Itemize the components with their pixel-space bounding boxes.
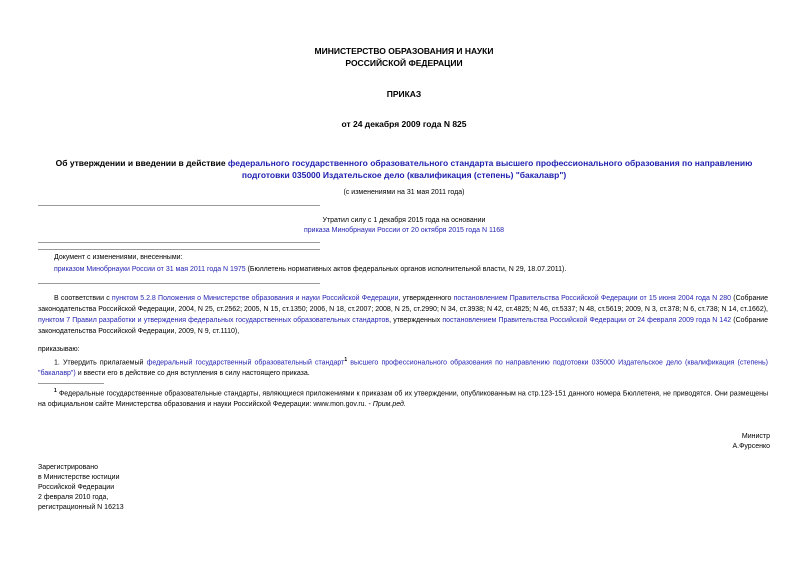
signature-title: Министр xyxy=(741,433,770,440)
changes-order-link[interactable]: приказом Минобрнауки России от 31 мая 2011 года N 1975 xyxy=(54,266,246,273)
registration-line: в Министерстве юстиции xyxy=(38,474,120,481)
footnote-text: Федеральные государственные образовательные стандарты, являющиеся приложениями к приказам об их утверждении, опубликованным на стр.123-151 данного номера Бюллетеня, не приводятся. Они размещены на официальном сайте Министерства образования и науки Российской Федерации: www.mon.gov.ru. - xyxy=(38,390,768,409)
preamble-text: В соответствии с xyxy=(54,295,112,302)
government-decree-280-link[interactable]: постановлением Правительства Российской Федерации от 15 июня 2004 года N 280 xyxy=(453,295,732,302)
registration-line: Зарегистрировано xyxy=(38,464,98,471)
changes-block xyxy=(54,253,774,275)
changes-bulletin: (Бюллетень нормативных актов федеральных органов исполнительной власти, N 29, 18.07.2011). xyxy=(245,266,567,273)
title-prefix: Об утверждении и введении в действие xyxy=(55,158,228,168)
title-standard-link[interactable]: федерального государственного образовательного стандарта высшего профессионального образования по направлению xyxy=(227,158,753,168)
document-type: ПРИКАЗ xyxy=(386,89,422,99)
document-date: от 24 декабря 2009 года N 825 xyxy=(341,119,467,129)
void-notice xyxy=(204,216,604,236)
changes-intro: Документ с изменениями, внесенными: xyxy=(54,254,183,261)
standards-rules-link[interactable]: пунктом 7 Правил разработки и утверждения федеральных государственных образовательных стандартов xyxy=(38,317,390,324)
title-standard-link-cont[interactable]: подготовки 035000 Издательское дело (квалификация (степень) "бакалавр") xyxy=(241,170,567,180)
footnote-divider xyxy=(38,383,104,384)
registration-line: регистрационный N 16213 xyxy=(38,504,124,511)
document-title xyxy=(30,157,778,181)
order-text: 1. Утвердить прилагаемый xyxy=(54,359,147,367)
preamble-text: (Собрание законодательства Российской Федерации, 2004, N 25, ст.2562; 2005, N 15, ст.1350; 2006, N 18, ст.2007; 2008, N 25, ст.2990; N 34, ст.3938; N 42, ст.4825; N 46, ст.5337; N 48, ст.5619; 2009, N 3, ст.378; N 6, ст.738; N 14, ст.1662), xyxy=(38,295,769,313)
preamble-text: (Собрание законодательства Российской Федерации, 2009, N 9, ст.1110), xyxy=(38,317,768,335)
changes-line xyxy=(54,265,774,275)
standard-link-cont[interactable]: высшего профессионального образования по направлению подготовки 035000 Издательское дело (квалификация (степень) "бакалавр") xyxy=(38,359,768,378)
divider xyxy=(38,249,320,250)
footnote-mark: 1 xyxy=(54,388,57,394)
ministry-line2: РОССИЙСКОЙ ФЕДЕРАЦИИ xyxy=(345,58,463,68)
registration-line: Российской Федерации xyxy=(38,484,115,491)
preamble-paragraph xyxy=(38,293,768,337)
editor-note: Прим.ред. xyxy=(372,401,406,409)
footnote-ref: 1 xyxy=(344,357,348,363)
ministry-name xyxy=(204,45,604,69)
signature-block xyxy=(600,432,770,452)
void-notice-text: Утратил силу с 1 декабря 2015 года на основании xyxy=(322,217,486,224)
order-text: и ввести его в действие со дня вступления в силу настоящего приказа. xyxy=(75,370,310,378)
signature-name: А.Фурсенко xyxy=(732,443,770,450)
order-item-1 xyxy=(38,355,768,379)
standard-link[interactable]: федеральный государственный образовательный стандарт xyxy=(146,359,345,367)
preamble-text: , утвержденного xyxy=(398,295,454,302)
government-decree-142-link[interactable]: постановлением Правительства Российской Федерации от 24 февраля 2009 года N 142 xyxy=(442,317,732,324)
divider xyxy=(38,283,320,284)
divider xyxy=(38,205,320,206)
footnote xyxy=(38,386,768,410)
registration-block xyxy=(38,463,288,513)
regulation-point-link[interactable]: пунктом 5.2.8 Положения о Министерстве образования и науки Российской Федерации xyxy=(111,295,399,302)
registration-line: 2 февраля 2010 года, xyxy=(38,494,109,501)
order-word: приказываю: xyxy=(38,346,80,353)
preamble-text: , утвержденных xyxy=(389,317,443,324)
amendments-note: (с изменениями на 31 мая 2011 года) xyxy=(343,189,465,196)
void-notice-link[interactable]: приказа Минобрнауки России от 20 октября 2015 года N 1168 xyxy=(303,227,505,234)
divider xyxy=(38,242,320,243)
ministry-line1: МИНИСТЕРСТВО ОБРАЗОВАНИЯ И НАУКИ xyxy=(314,46,494,56)
